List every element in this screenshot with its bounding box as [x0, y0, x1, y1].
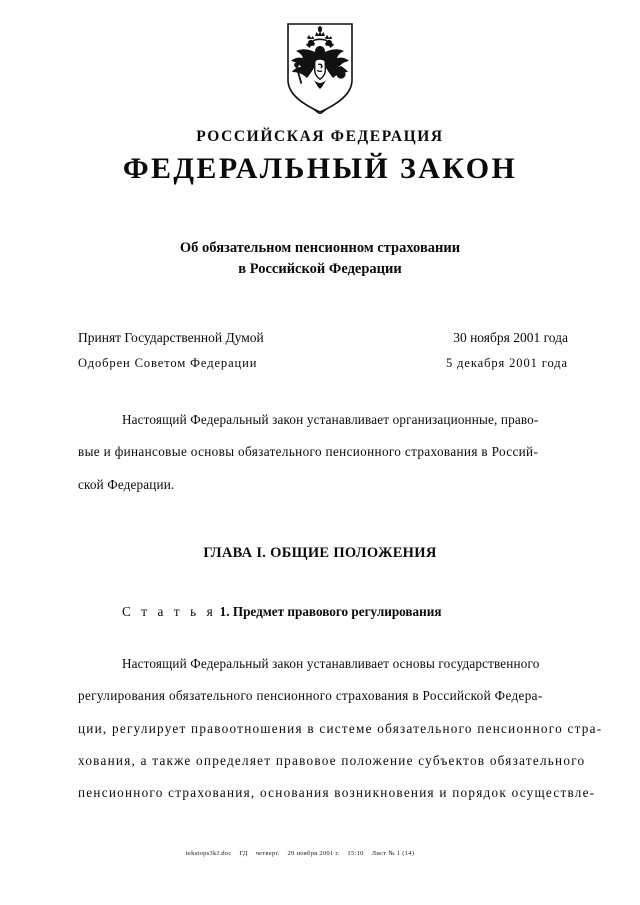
emblem-container — [0, 0, 640, 114]
preamble-line-3: ской Федерации. — [78, 476, 175, 492]
footer-date: 29 ноября 2001 г. — [287, 850, 340, 857]
article-body-line-5: пенсионного страхования, основания возникновения и порядок осуществле- — [78, 785, 596, 801]
adoption-row-duma — [78, 324, 568, 351]
preamble-line-1: Настоящий Федеральный закон устанавливает организационные, право- — [122, 412, 539, 428]
duma-label: Принят Государственной Думой — [78, 330, 264, 346]
article-statya-word: С т а т ь я — [122, 604, 217, 620]
article-heading — [0, 604, 640, 620]
footer-sheet: Лист № 1 (14) — [371, 850, 415, 857]
article-body-line-4: хования, а также определяет правовое положение субъектов обязательного — [78, 753, 586, 769]
federation-line: РОССИЙСКАЯ ФЕДЕРАЦИЯ — [196, 128, 444, 145]
preamble-paragraph — [0, 404, 640, 501]
footer-time: 15:10 — [347, 850, 364, 857]
article-body-line-3: ции, регулирует правоотношения в системе обязательного пенсионного стра- — [78, 720, 603, 736]
russian-coat-of-arms-icon — [284, 22, 356, 114]
article-body-line-2: регулирования обязательного пенсионного страхования в Российской Федера- — [78, 688, 543, 704]
law-subtitle — [0, 238, 640, 280]
footer-filename: tekstops3kJ.doc — [185, 850, 232, 857]
chapter-heading: ГЛАВА I. ОБЩИЕ ПОЛОЖЕНИЯ — [203, 545, 437, 562]
adoption-block — [0, 324, 640, 376]
page-title: ФЕДЕРАЛЬНЫЙ ЗАКОН — [122, 152, 518, 185]
council-date: 5 декабря 2001 года — [445, 356, 568, 371]
adoption-row-council — [78, 351, 568, 376]
duma-date: 30 ноября 2001 года — [453, 330, 568, 346]
article-body-paragraph — [0, 648, 640, 810]
law-subtitle-line-1: Об обязательном пенсионном страховании — [179, 240, 461, 256]
article-body-line-1: Настоящий Федеральный закон устанавливает основы государственного — [122, 656, 540, 672]
law-subtitle-line-2: в Российской Федерации — [238, 261, 402, 278]
council-label: Одобрен Советом Федерации — [78, 356, 258, 371]
page-footer — [0, 850, 640, 857]
article-number-title: 1. Предмет правового регулирования — [219, 604, 442, 620]
preamble-line-2: вые и финансовые основы обязательного пенсионного страхования в Россий- — [78, 444, 539, 460]
footer-weekday: четверг. — [255, 850, 280, 857]
footer-dept: ГД — [239, 850, 248, 857]
